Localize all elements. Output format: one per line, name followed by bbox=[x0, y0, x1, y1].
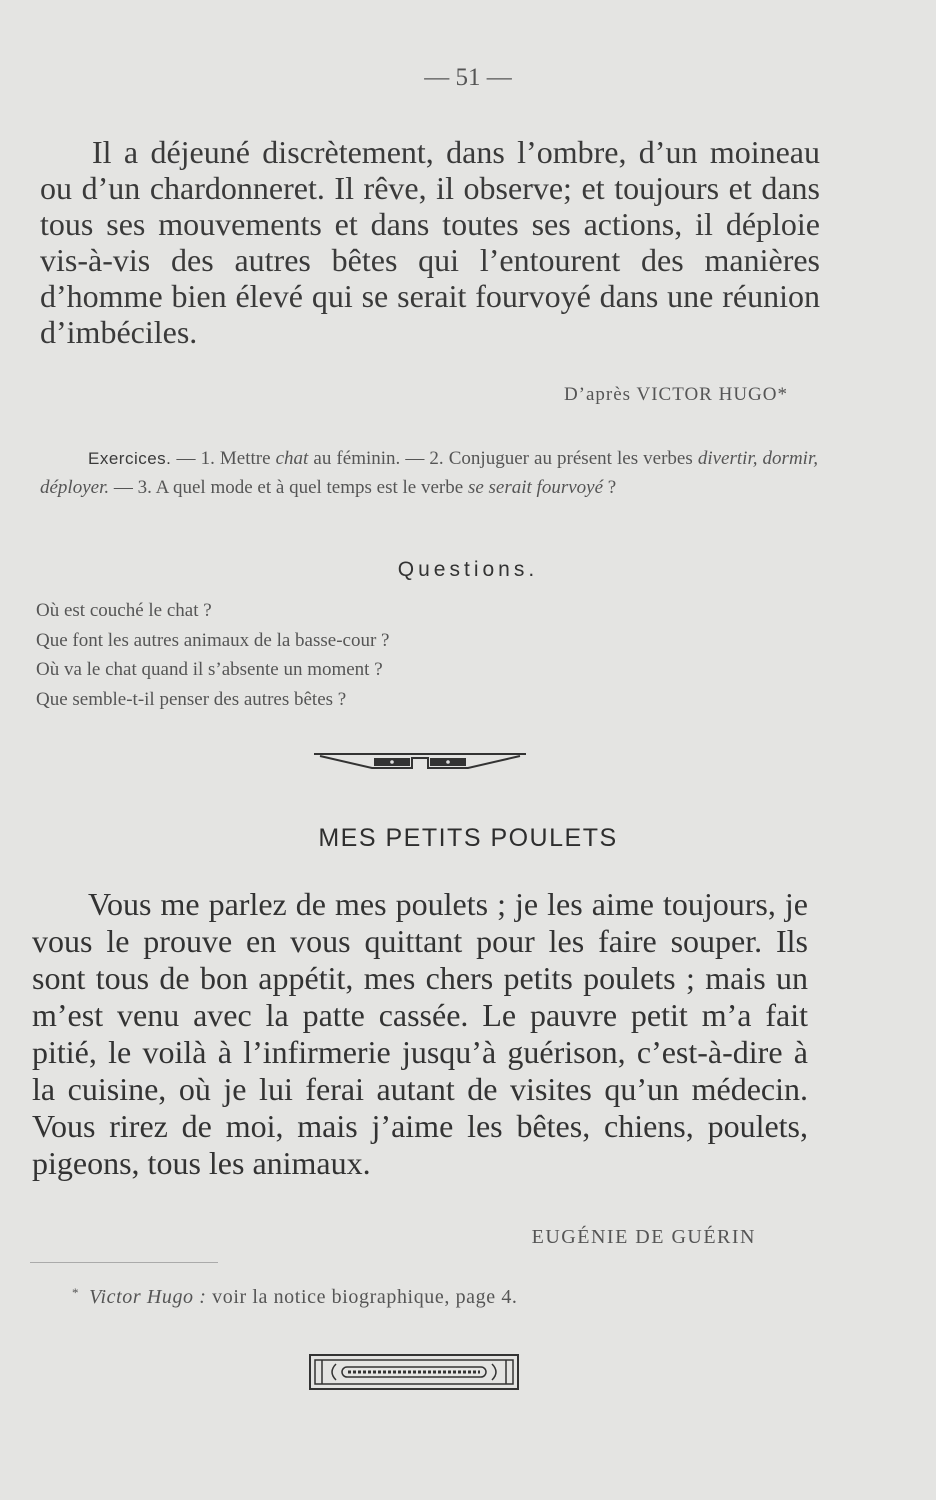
section-title: MES PETITS POULETS bbox=[318, 824, 618, 852]
attribution-eugenie-de-guerin: EUGÉNIE DE GUÉRIN bbox=[531, 1226, 756, 1248]
footnote-name: Victor Hugo : bbox=[89, 1286, 207, 1308]
question-item: Que font les autres animaux de la basse-cour ? bbox=[36, 629, 390, 651]
exercises-paragraph bbox=[40, 444, 818, 502]
paragraph-top: Il a déjeuné discrètement, dans l’ombre, d’un moineau ou d’un chardonneret. Il rêve, il observe; et toujours et dans tous ses mouvements et dans toutes ses actions, il déploie vis-à-vis des autres bêtes qui l’entourent des manières d’homme bien élevé qui se serait fourvoyé dans une réunion d’imbéciles. bbox=[40, 134, 820, 350]
exercises-italic-3: se serait fourvoyé bbox=[467, 477, 604, 498]
question-item: Où est couché le chat ? bbox=[36, 600, 212, 621]
ornament-tailpiece bbox=[308, 1352, 520, 1392]
questions-title: Questions. bbox=[397, 558, 539, 581]
exercises-italic-1: chat bbox=[275, 448, 309, 469]
paragraph-main: Vous me parlez de mes poulets ; je les aime toujours, je vous le prouve en vous quittant pour les faire souper. Ils sont tous de bon appétit, mes chers petits poulets ; mais un m’est venu avec la patte cassée. Le pauvre petit m’a fait pitié, le voilà à l’infirmerie jusqu’à guérison, c’est-à-dire à la cuisine, où je lui ferai autant de visites qu’un médecin. Vous rirez de moi, mais j’aime les bêtes, chiens, poulets, pigeons, tous les animaux. bbox=[32, 886, 808, 1181]
exercises-text-4: ? bbox=[603, 477, 617, 498]
ornament-divider-top bbox=[312, 746, 528, 774]
exercises-label: Exercices. bbox=[88, 449, 172, 468]
attribution-victor-hugo: D’après VICTOR HUGO* bbox=[563, 384, 788, 405]
footnote-text: voir la notice biographique, page 4. bbox=[206, 1286, 518, 1308]
exercises-text-1: — 1. Mettre bbox=[171, 448, 276, 469]
questions-list bbox=[36, 596, 389, 714]
question-item: Que semble-t-il penser des autres bêtes ? bbox=[36, 688, 347, 710]
question-item: Où va le chat quand il s’absente un moment ? bbox=[36, 659, 383, 680]
footnote bbox=[72, 1285, 518, 1309]
exercises-italic-2: divertir, dormir, déployer. bbox=[40, 448, 818, 498]
exercises-text-2: au féminin. — 2. Conjuguer au présent les verbes bbox=[308, 448, 698, 469]
page-number: — 51 — bbox=[424, 64, 512, 91]
footnote-rule bbox=[30, 1262, 218, 1263]
exercises-text-3: — 3. A quel mode et à quel temps est le verbe bbox=[109, 477, 468, 498]
footnote-marker: * bbox=[72, 1285, 80, 1300]
